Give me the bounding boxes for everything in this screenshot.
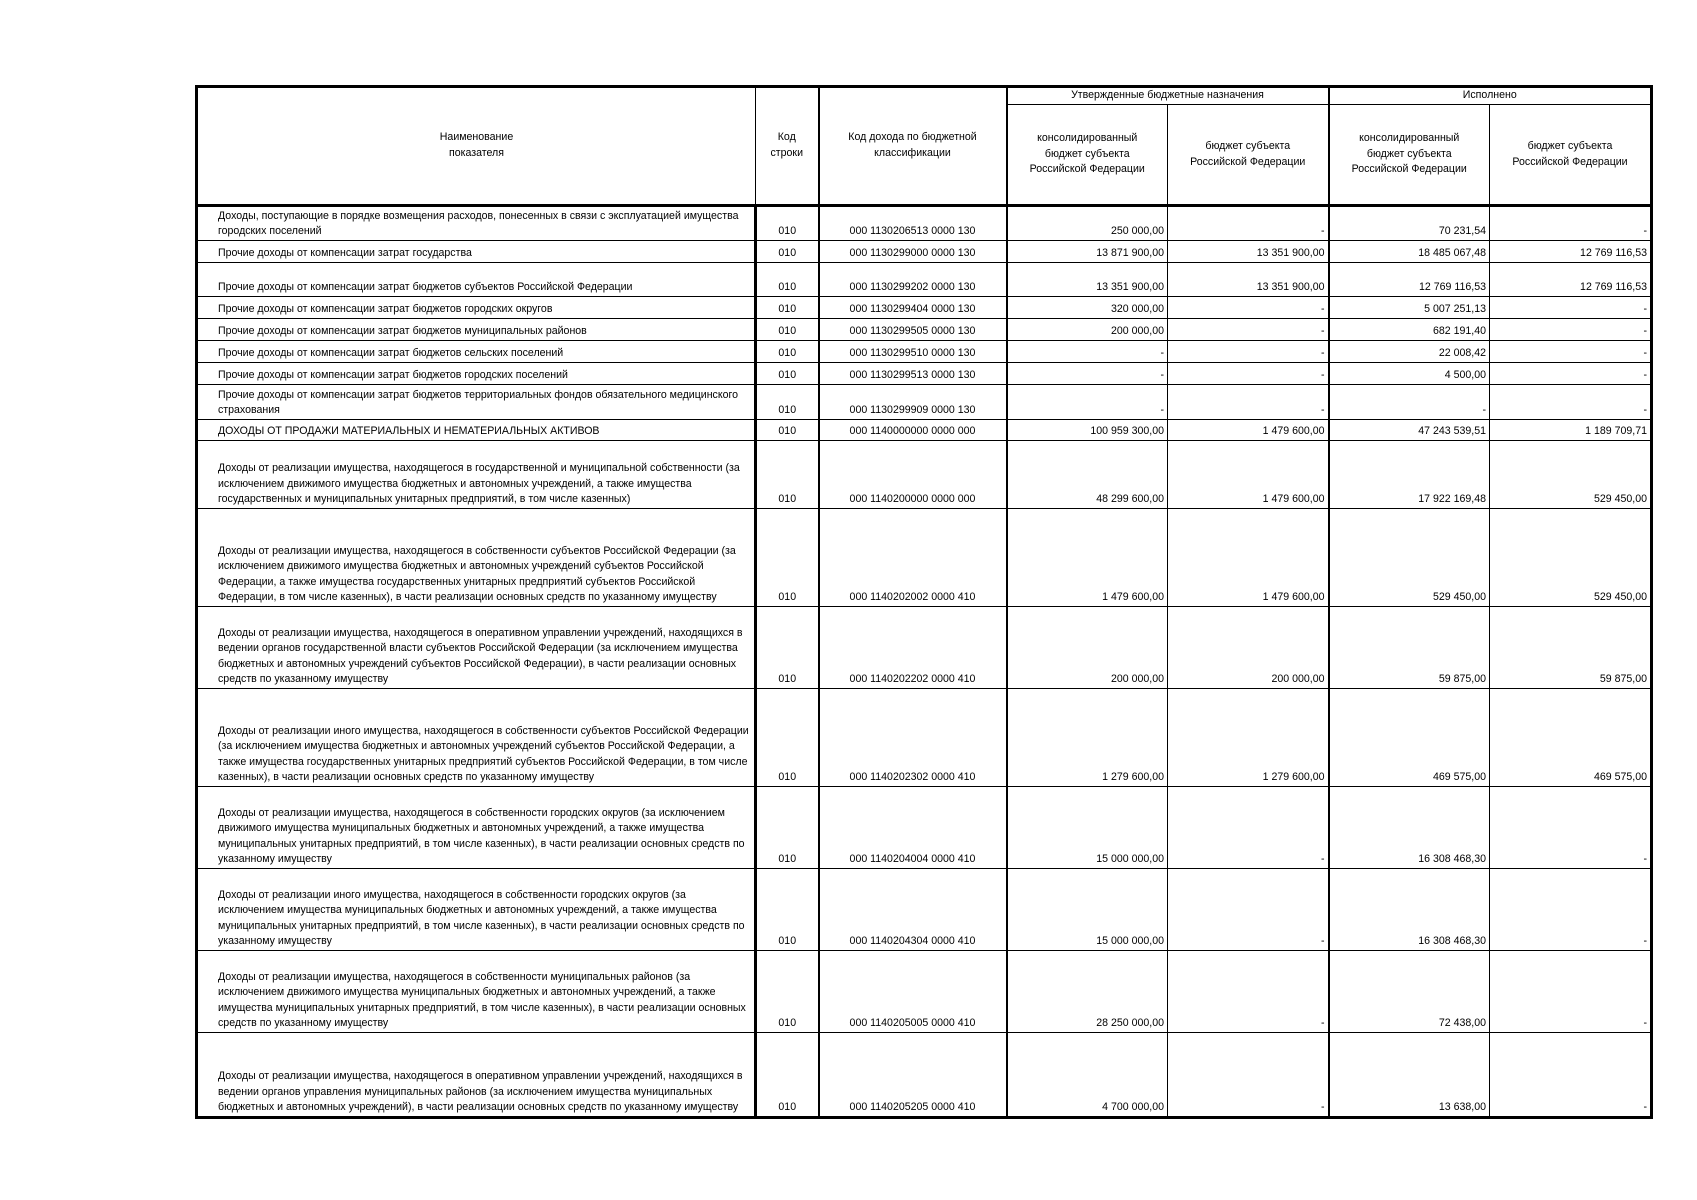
header-income-code: Код дохода по бюджетной классификации: [819, 87, 1007, 206]
executed-subject-cell: [1490, 869, 1652, 951]
executed-subject-cell: [1490, 420, 1652, 441]
indicator-name: Доходы, поступающие в порядке возмещения расходов, понесенных в связи с эксплуатацией имущества городских поселений: [218, 209, 739, 238]
income-code: 000 1130206513 0000 130: [849, 225, 976, 238]
approved-consolidated: 15 000 000,00: [1096, 853, 1164, 866]
executed-consolidated-cell: [1329, 297, 1490, 319]
approved-consolidated-cell: [1007, 297, 1168, 319]
header-executed-consolidated: консолидированный бюджет субъекта Российской Федерации: [1329, 105, 1490, 206]
approved-consolidated: -: [1160, 369, 1164, 382]
approved-subject-cell: [1168, 206, 1329, 241]
executed-consolidated-cell: [1329, 341, 1490, 363]
indicator-name-cell: [197, 689, 756, 787]
approved-consolidated: 1 479 600,00: [1102, 591, 1164, 604]
indicator-name-cell: [197, 206, 756, 241]
income-code-cell: [819, 787, 1007, 869]
approved-subject: -: [1320, 347, 1325, 360]
income-code: 000 1140200000 0000 000: [849, 493, 976, 506]
executed-subject-cell: [1490, 206, 1652, 241]
income-code: 000 1130299510 0000 130: [849, 347, 976, 360]
approved-subject: -: [1320, 1017, 1325, 1030]
executed-consolidated-cell: [1329, 441, 1490, 509]
approved-consolidated-cell: [1007, 951, 1168, 1033]
income-code: 000 1130299505 0000 130: [849, 325, 976, 338]
approved-subject: 1 479 600,00: [1262, 425, 1325, 438]
approved-consolidated: 28 250 000,00: [1096, 1017, 1164, 1030]
indicator-name-cell: [197, 1033, 756, 1118]
line-code: 010: [778, 247, 797, 260]
indicator-name-cell: [197, 363, 756, 385]
line-code-cell: [756, 420, 819, 441]
executed-subject: -: [1643, 935, 1648, 948]
executed-subject-cell: [1490, 689, 1652, 787]
executed-consolidated-cell: [1329, 241, 1490, 263]
indicator-name: Прочие доходы от компенсации затрат бюджетов муниципальных районов: [218, 325, 587, 338]
income-code: 000 1140205205 0000 410: [849, 1101, 976, 1114]
indicator-name: Доходы от реализации имущества, находящегося в государственной и муниципальной собственности (за исключением движимого имущества бюджетных и автономных учреждений, а также имущества государственных и муниципальных унитарных предприятий, в том числе казенных): [218, 462, 740, 506]
indicator-name-cell: [197, 297, 756, 319]
income-code: 000 1140204304 0000 410: [849, 935, 976, 948]
approved-consolidated-cell: [1007, 607, 1168, 689]
executed-subject-cell: [1490, 319, 1652, 341]
executed-consolidated: -: [1482, 404, 1486, 417]
executed-consolidated: 16 308 468,30: [1418, 935, 1486, 948]
executed-consolidated: 12 769 116,53: [1419, 281, 1486, 294]
line-code: 010: [778, 771, 797, 784]
executed-subject: 529 450,00: [1593, 591, 1648, 604]
executed-subject: 529 450,00: [1593, 493, 1648, 506]
indicator-name-cell: [197, 420, 756, 441]
executed-consolidated: 18 485 067,48: [1418, 247, 1486, 260]
approved-subject-cell: [1168, 441, 1329, 509]
table-row: [197, 441, 1652, 509]
executed-consolidated: 22 008,42: [1438, 347, 1486, 360]
indicator-name-cell: [197, 869, 756, 951]
header-approved-group: Утвержденные бюджетные назначения: [1007, 87, 1329, 105]
approved-subject-cell: [1168, 297, 1329, 319]
executed-subject: -: [1643, 347, 1648, 360]
approved-consolidated-cell: [1007, 420, 1168, 441]
line-code-cell: [756, 341, 819, 363]
line-code-cell: [756, 263, 819, 297]
approved-consolidated-cell: [1007, 787, 1168, 869]
indicator-name-cell: [197, 441, 756, 509]
line-code-cell: [756, 951, 819, 1033]
line-code-cell: [756, 363, 819, 385]
table-row: [197, 385, 1652, 420]
income-code: 000 1130299202 0000 130: [849, 281, 976, 294]
indicator-name-cell: [197, 787, 756, 869]
line-code-cell: [756, 297, 819, 319]
income-code: 000 1140204004 0000 410: [849, 853, 976, 866]
income-code-cell: [819, 263, 1007, 297]
approved-consolidated: -: [1160, 404, 1164, 417]
approved-subject-cell: [1168, 689, 1329, 787]
executed-subject-cell: [1490, 297, 1652, 319]
approved-consolidated: 4 700 000,00: [1102, 1101, 1164, 1114]
executed-consolidated-cell: [1329, 420, 1490, 441]
executed-subject-cell: [1490, 263, 1652, 297]
indicator-name: Прочие доходы от компенсации затрат государства: [218, 247, 472, 260]
executed-subject: 1 189 709,71: [1585, 425, 1648, 438]
approved-consolidated: 250 000,00: [1110, 225, 1164, 238]
executed-subject: -: [1643, 1017, 1648, 1030]
approved-subject-cell: [1168, 363, 1329, 385]
executed-subject-cell: [1490, 341, 1652, 363]
approved-subject: -: [1320, 225, 1325, 238]
table-row: [197, 363, 1652, 385]
approved-consolidated-cell: [1007, 206, 1168, 241]
executed-subject-cell: [1490, 441, 1652, 509]
approved-consolidated: 320 000,00: [1110, 303, 1164, 316]
income-code: 000 1140000000 0000 000: [849, 425, 976, 438]
executed-consolidated-cell: [1329, 1033, 1490, 1118]
executed-subject: -: [1643, 325, 1648, 338]
income-code: 000 1140202002 0000 410: [849, 591, 976, 604]
executed-subject: -: [1643, 853, 1648, 866]
approved-consolidated: 13 871 900,00: [1096, 247, 1164, 260]
executed-subject: 59 875,00: [1599, 673, 1648, 686]
executed-consolidated-cell: [1329, 607, 1490, 689]
indicator-name: Прочие доходы от компенсации затрат бюджетов городских округов: [218, 303, 553, 316]
executed-consolidated: 72 438,00: [1438, 1017, 1486, 1030]
approved-subject: 1 279 600,00: [1262, 771, 1325, 784]
line-code: 010: [778, 369, 797, 382]
executed-consolidated-cell: [1329, 689, 1490, 787]
income-code-cell: [819, 509, 1007, 607]
executed-subject: 12 769 116,53: [1580, 247, 1648, 260]
executed-consolidated: 4 500,00: [1444, 369, 1486, 382]
executed-subject: -: [1643, 404, 1648, 417]
header-approved-subject: бюджет субъекта Российской Федерации: [1168, 105, 1329, 206]
approved-subject: 1 479 600,00: [1262, 493, 1325, 506]
executed-subject-cell: [1490, 363, 1652, 385]
approved-subject-cell: [1168, 241, 1329, 263]
approved-consolidated: 48 299 600,00: [1096, 493, 1164, 506]
table-row: [197, 1033, 1652, 1118]
table-row: [197, 206, 1652, 241]
line-code: 010: [778, 325, 797, 338]
approved-consolidated-cell: [1007, 1033, 1168, 1118]
approved-subject-cell: [1168, 787, 1329, 869]
indicator-name: Доходы от реализации иного имущества, находящегося в собственности субъектов Российской Федерации (за исключением имущества бюджетных и автономных учреждений субъектов Российской Федерации, а также имущества государственных унитарных предприятий субъектов Российской Федерации, в том числе казенных), в части реализации основных средств по указанному имуществу: [218, 724, 749, 784]
line-code-cell: [756, 869, 819, 951]
approved-subject-cell: [1168, 951, 1329, 1033]
indicator-name: Доходы от реализации имущества, находящегося в собственности муниципальных районов (за исключением движимого имущества муниципальных бюджетных и автономных учреждений, а также имущества муниципальных унитарных предприятий, в том числе казенных), в части реализации основных средств по указанному имуществу: [218, 970, 746, 1030]
table-row: [197, 420, 1652, 441]
line-code: 010: [778, 425, 797, 438]
executed-consolidated-cell: [1329, 319, 1490, 341]
executed-consolidated-cell: [1329, 869, 1490, 951]
executed-consolidated: 59 875,00: [1438, 673, 1486, 686]
table-row: [197, 951, 1652, 1033]
income-code: 000 1130299513 0000 130: [849, 369, 976, 382]
executed-subject-cell: [1490, 509, 1652, 607]
approved-subject: 13 351 900,00: [1256, 247, 1325, 260]
indicator-name-cell: [197, 341, 756, 363]
approved-consolidated-cell: [1007, 869, 1168, 951]
approved-consolidated-cell: [1007, 263, 1168, 297]
indicator-name: Доходы от реализации имущества, находящегося в собственности городских округов (за исключением движимого имущества муниципальных бюджетных и автономных учреждений, а также имущества муниципальных унитарных предприятий, в том числе казенных), в части реализации основных средств по указанному имуществу: [218, 806, 745, 866]
indicator-name-cell: [197, 509, 756, 607]
executed-consolidated-cell: [1329, 787, 1490, 869]
line-code: 010: [778, 1017, 797, 1030]
income-code: 000 1130299909 0000 130: [849, 404, 976, 417]
line-code-cell: [756, 241, 819, 263]
income-code-cell: [819, 363, 1007, 385]
indicator-name-cell: [197, 951, 756, 1033]
indicator-name: ДОХОДЫ ОТ ПРОДАЖИ МАТЕРИАЛЬНЫХ И НЕМАТЕРИАЛЬНЫХ АКТИВОВ: [218, 425, 600, 438]
line-code: 010: [778, 853, 797, 866]
indicator-name-cell: [197, 385, 756, 420]
executed-consolidated: 469 575,00: [1432, 771, 1486, 784]
income-code-cell: [819, 385, 1007, 420]
indicator-name: Прочие доходы от компенсации затрат бюджетов городских поселений: [218, 369, 568, 382]
table-row: [197, 787, 1652, 869]
income-code: 000 1140202302 0000 410: [849, 771, 976, 784]
approved-subject: -: [1320, 1101, 1325, 1114]
executed-consolidated: 47 243 539,51: [1418, 425, 1486, 438]
line-code-cell: [756, 441, 819, 509]
line-code: 010: [778, 347, 797, 360]
income-code-cell: [819, 420, 1007, 441]
executed-consolidated: 682 191,40: [1432, 325, 1486, 338]
indicator-name: Прочие доходы от компенсации затрат бюджетов субъектов Российской Федерации: [218, 281, 633, 294]
income-code: 000 1130299000 0000 130: [849, 247, 976, 260]
approved-consolidated-cell: [1007, 689, 1168, 787]
approved-subject: 200 000,00: [1271, 673, 1325, 686]
table-row: [197, 689, 1652, 787]
approved-subject-cell: [1168, 607, 1329, 689]
header-line-code: Код строки: [756, 87, 819, 206]
executed-subject-cell: [1490, 385, 1652, 420]
approved-subject-cell: [1168, 341, 1329, 363]
executed-consolidated: 17 922 169,48: [1418, 493, 1486, 506]
approved-consolidated: 15 000 000,00: [1096, 935, 1164, 948]
income-code-cell: [819, 951, 1007, 1033]
income-code: 000 1130299404 0000 130: [849, 303, 976, 316]
header-executed-subject: бюджет субъекта Российской Федерации: [1490, 105, 1652, 206]
executed-consolidated: 13 638,00: [1438, 1101, 1486, 1114]
approved-consolidated: 13 351 900,00: [1096, 281, 1164, 294]
income-code: 000 1140202202 0000 410: [849, 673, 976, 686]
executed-consolidated: 529 450,00: [1432, 591, 1486, 604]
approved-subject: -: [1320, 404, 1325, 417]
approved-consolidated-cell: [1007, 441, 1168, 509]
approved-subject: -: [1320, 935, 1325, 948]
indicator-name: Прочие доходы от компенсации затрат бюджетов сельских поселений: [218, 347, 564, 360]
executed-consolidated: 70 231,54: [1438, 225, 1486, 238]
line-code: 010: [778, 225, 797, 238]
executed-consolidated: 5 007 251,13: [1424, 303, 1486, 316]
approved-subject-cell: [1168, 263, 1329, 297]
approved-subject: -: [1320, 325, 1325, 338]
table-row: [197, 509, 1652, 607]
approved-consolidated-cell: [1007, 509, 1168, 607]
table-row: [197, 263, 1652, 297]
approved-consolidated-cell: [1007, 385, 1168, 420]
executed-consolidated-cell: [1329, 206, 1490, 241]
approved-consolidated: 100 959 300,00: [1090, 425, 1164, 438]
executed-subject: -: [1643, 225, 1648, 238]
table-row: [197, 607, 1652, 689]
income-code-cell: [819, 441, 1007, 509]
header-approved-consolidated: консолидированный бюджет субъекта Российской Федерации: [1007, 105, 1168, 206]
line-code-cell: [756, 787, 819, 869]
table-row: [197, 241, 1652, 263]
header-executed-group: Исполнено: [1329, 87, 1652, 105]
executed-subject: -: [1643, 303, 1648, 316]
executed-consolidated-cell: [1329, 951, 1490, 1033]
table-row: [197, 297, 1652, 319]
indicator-name-cell: [197, 263, 756, 297]
indicator-name-cell: [197, 319, 756, 341]
income-code-cell: [819, 607, 1007, 689]
line-code-cell: [756, 319, 819, 341]
indicator-name: Доходы от реализации иного имущества, находящегося в собственности городских округов (за исключением имущества муниципальных бюджетных и автономных учреждений, а также имущества муниципальных унитарных предприятий, в том числе казенных), в части реализации основных средств по указанному имуществу: [218, 888, 745, 948]
approved-consolidated: -: [1160, 347, 1164, 360]
executed-subject-cell: [1490, 1033, 1652, 1118]
approved-subject: 13 351 900,00: [1256, 281, 1325, 294]
line-code: 010: [778, 493, 797, 506]
executed-subject-cell: [1490, 607, 1652, 689]
line-code: 010: [778, 303, 797, 316]
approved-subject-cell: [1168, 869, 1329, 951]
executed-consolidated-cell: [1329, 385, 1490, 420]
approved-subject: 1 479 600,00: [1262, 591, 1325, 604]
approved-subject-cell: [1168, 1033, 1329, 1118]
indicator-name: Доходы от реализации имущества, находящегося в оперативном управлении учреждений, находящихся в ведении органов государственной власти субъектов Российской Федерации (за исключением имущества бюджетных и автономных учреждений субъектов Российской Федерации), в части реализации основных средств по указанному имуществу: [218, 626, 743, 686]
approved-consolidated-cell: [1007, 241, 1168, 263]
approved-consolidated-cell: [1007, 341, 1168, 363]
line-code-cell: [756, 1033, 819, 1118]
income-code-cell: [819, 341, 1007, 363]
line-code-cell: [756, 689, 819, 787]
approved-subject: -: [1320, 853, 1325, 866]
executed-consolidated-cell: [1329, 363, 1490, 385]
income-code-cell: [819, 297, 1007, 319]
income-code-cell: [819, 1033, 1007, 1118]
executed-consolidated: 16 308 468,30: [1418, 853, 1486, 866]
line-code-cell: [756, 206, 819, 241]
executed-subject-cell: [1490, 241, 1652, 263]
indicator-name-cell: [197, 241, 756, 263]
approved-subject: -: [1320, 369, 1325, 382]
approved-subject-cell: [1168, 319, 1329, 341]
table-row: [197, 341, 1652, 363]
income-table: [195, 85, 1653, 1119]
table-row: [197, 319, 1652, 341]
report-sheet: [195, 85, 1650, 1119]
approved-subject-cell: [1168, 509, 1329, 607]
table-body: [197, 206, 1652, 1118]
line-code-cell: [756, 607, 819, 689]
approved-subject-cell: [1168, 420, 1329, 441]
table-row: [197, 869, 1652, 951]
income-code-cell: [819, 319, 1007, 341]
executed-consolidated-cell: [1329, 509, 1490, 607]
executed-subject: 12 769 116,53: [1580, 281, 1648, 294]
line-code-cell: [756, 385, 819, 420]
approved-consolidated: 200 000,00: [1110, 673, 1164, 686]
indicator-name-cell: [197, 607, 756, 689]
approved-consolidated-cell: [1007, 319, 1168, 341]
income-code-cell: [819, 206, 1007, 241]
executed-consolidated-cell: [1329, 263, 1490, 297]
income-code-cell: [819, 689, 1007, 787]
executed-subject-cell: [1490, 951, 1652, 1033]
line-code: 010: [778, 591, 797, 604]
line-code: 010: [778, 935, 797, 948]
executed-subject: 469 575,00: [1593, 771, 1648, 784]
line-code: 010: [778, 404, 797, 417]
approved-consolidated: 1 279 600,00: [1102, 771, 1164, 784]
income-code: 000 1140205005 0000 410: [849, 1017, 976, 1030]
executed-subject: -: [1643, 1101, 1648, 1114]
header-name: Наименование показателя: [197, 87, 756, 206]
indicator-name: Доходы от реализации имущества, находящегося в оперативном управлении учреждений, находящихся в ведении органов управления муниципальных районов (за исключением имущества муниципальных бюджетных и автономных учреждений), в части реализации основных средств по указанному имуществу: [218, 1070, 743, 1114]
line-code-cell: [756, 509, 819, 607]
income-code-cell: [819, 241, 1007, 263]
approved-consolidated-cell: [1007, 363, 1168, 385]
approved-subject-cell: [1168, 385, 1329, 420]
executed-subject-cell: [1490, 787, 1652, 869]
approved-subject: -: [1320, 303, 1325, 316]
indicator-name: Доходы от реализации имущества, находящегося в собственности субъектов Российской Федерации (за исключением движимого имущества бюджетных и автономных учреждений субъектов Российской Федерации, а также имущества государственных унитарных предприятий субъектов Российской Федерации, в том числе казенных), в части реализации основных средств по указанному имуществу: [218, 544, 736, 604]
line-code: 010: [778, 673, 797, 686]
line-code: 010: [778, 281, 797, 294]
line-code: 010: [778, 1101, 797, 1114]
approved-consolidated: 200 000,00: [1110, 325, 1164, 338]
executed-subject: -: [1643, 369, 1648, 382]
indicator-name: Прочие доходы от компенсации затрат бюджетов территориальных фондов обязательного медицинского страхования: [218, 388, 739, 417]
income-code-cell: [819, 869, 1007, 951]
